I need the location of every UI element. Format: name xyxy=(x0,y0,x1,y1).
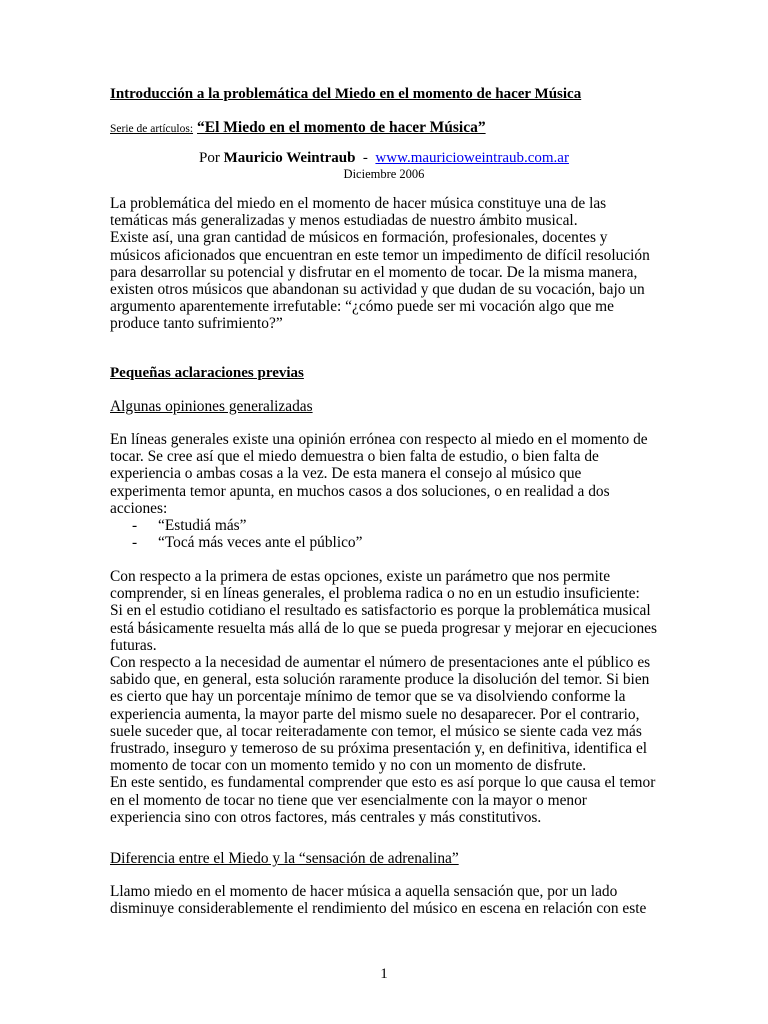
body-line-2: Si en el estudio cotidiano el resultado es satisfactorio es porque la problemática musical está básicamente resuelta más allá de lo que se pueda progresar y mejorar en ejecuciones futuras. xyxy=(110,602,657,654)
intro-paragraph xyxy=(110,195,658,333)
advice-list xyxy=(110,517,658,551)
document-title: Introducción a la problemática del Miedo en el momento de hacer Música xyxy=(110,86,582,102)
intro-line-2: Existe así, una gran cantidad de músicos en formación, profesionales, docentes y músicos aficionados que encuentran en este temor un impedimento de difícil resolución para desarrollar su potencial y disfrutar en el momento de tocar. De la misma manera, existen otros músicos que abandonan su actividad y que dudan de su vocación, bajo un argumento aparentemente irrefutable: “¿cómo puede ser mi vocación algo que me produce tanto sufrimiento?” xyxy=(110,229,650,333)
author-name: Mauricio Weintraub xyxy=(223,150,356,166)
analysis-paragraph xyxy=(110,568,658,826)
intro-line-1: La problemática del miedo en el momento de hacer música constituye una de las temáticas más generalizadas y menos estudiadas de nuestro ámbito musical. xyxy=(110,195,607,230)
byline-separator: - xyxy=(362,150,368,166)
page-number: 1 xyxy=(380,966,388,982)
list-dash: - xyxy=(132,517,138,534)
body-line-1: Con respecto a la primera de estas opciones, existe un parámetro que nos permite comprender, si en líneas generales, el problema radica o no en un estudio insuficiente: xyxy=(110,568,640,603)
list-item xyxy=(110,517,658,534)
section-subheading: Algunas opiniones generalizadas xyxy=(110,398,313,415)
document-date: Diciembre 2006 xyxy=(343,167,425,181)
opinions-paragraph: En líneas generales existe una opinión errónea con respecto al miedo en el momento de tocar. Se cree así que el miedo demuestra o bien falta de estudio, o bien falta de experiencia o ambas cosas a la vez. De esta manera el consejo al músico que experimenta temor apunta, en muchos casos a dos soluciones, o en realidad a dos acciones: xyxy=(110,431,648,517)
series-label: Serie de artículos: xyxy=(110,123,194,135)
list-dash: - xyxy=(132,534,138,552)
byline xyxy=(0,150,768,167)
byline-prefix: Por xyxy=(199,150,220,166)
section-subheading-2: Diferencia entre el Miedo y la “sensación de adrenalina” xyxy=(110,850,459,867)
section-heading: Pequeñas aclaraciones previas xyxy=(110,365,304,381)
series-title: “El Miedo en el momento de hacer Música” xyxy=(197,119,486,136)
website-link[interactable]: www.mauricioweintraub.com.ar xyxy=(375,150,569,166)
body-line-4: En este sentido, es fundamental comprender que esto es así porque lo que causa el temor en el momento de tocar no tiene que ver esencialmente con la mayor o menor experiencia sino con otros factores, más centrales y más constitutivos. xyxy=(110,774,656,826)
fear-definition-paragraph: Llamo miedo en el momento de hacer música a aquella sensación que, por un lado disminuye considerablemente el rendimiento del músico en escena en relación con este xyxy=(110,883,647,918)
body-line-3: Con respecto a la necesidad de aumentar el número de presentaciones ante el público es sabido que, en general, esta solución raramente produce la disolución del temor. Si bien es cierto que hay un porcentaje mínimo de temor que se va disolviendo conforme la experiencia aumenta, la mayor parte del mismo suele no desaparecer. Por el contrario, suele suceder que, al tocar reiteradamente con temor, el músico se siente cada vez más frustrado, inseguro y temeroso de su próxima presentación y, en definitiva, identifica el momento de tocar con un momento temido y no con un momento de disfrute. xyxy=(110,654,651,775)
series-line xyxy=(110,119,486,137)
list-item xyxy=(110,534,658,551)
list-item-text: “Estudiá más” xyxy=(158,517,247,534)
list-item-text: “Tocá más veces ante el público” xyxy=(158,534,363,552)
